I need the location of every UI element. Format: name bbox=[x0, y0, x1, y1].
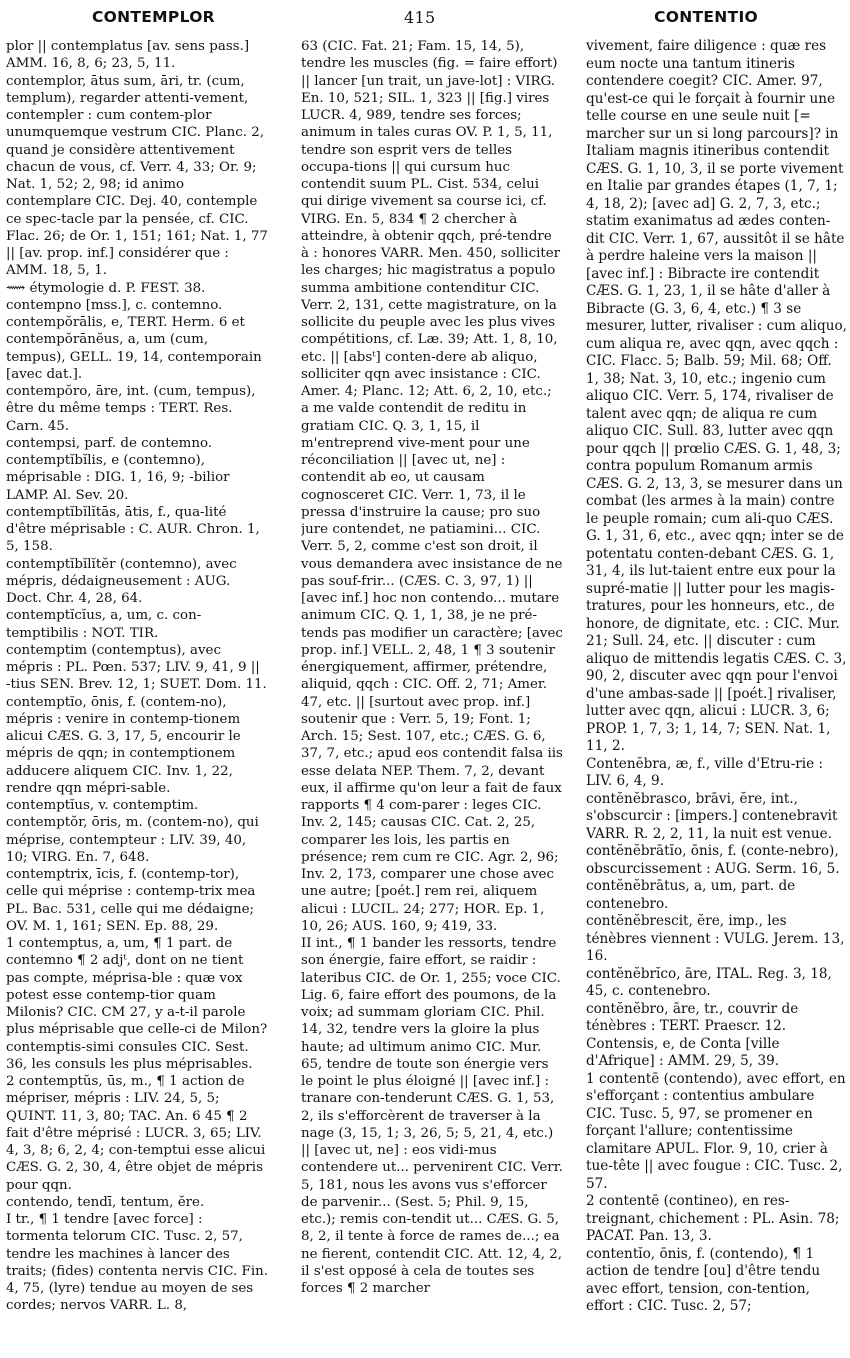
column-right bbox=[586, 38, 848, 1350]
column-left bbox=[6, 38, 268, 1350]
column-right-text: vivement, faire diligence : quæ res eum nocte una tantum itineris contendere coegit? CIC. Amer. 97, qu'est-ce qui le forçait à fournir une telle course en une seule nuit [= marcher sur un si long parcours]? in Italiam magnis itineribus contendit CÆS. G. 1, 10, 3, il se porte vivement en Italie par grandes étapes (1, 7, 1; 4, 18, 2); [avec ad] G. 2, 7, 3, etc.; statim exanimatus ad ædes conten-dit CIC. Verr. 1, 67, aussitôt il se hâte à perdre haleine vers la maison || [avec inf.] : Bibracte ire contendit CÆS. G. 1, 23, 1, il se hâte d'aller à Bibracte (G. 3, 6, 4, etc.) ¶ 3 se mesurer, lutter, rivaliser : cum aliquo, cum aliqua re, avec qqn, avec qqch : CIC. Flacc. 5; Balb. 59; Mil. 68; Off. 1, 38; Nat. 3, 10, etc.; ingenio cum aliquo CIC. Verr. 5, 174, rivaliser de talent avec qqn; de aliqua re cum aliquo CIC. Sull. 83, lutter avec qqn pour qqch || prœlio CÆS. G. 1, 48, 3; contra populum Romanum armis CÆS. G. 2, 13, 3, se mesurer dans un combat (les armes à la main) contre le peuple romain; cum ali-quo CÆS. G. 1, 31, 6, etc., avec qqn; inter se de potentatu conten-debant CÆS. G. 1, 31, 4, ils lut-taient entre eux pour la supré-matie || lutter pour les magis-tratures, pour les honneurs, etc., de honore, de dignitate, etc. : CIC. Mur. 21; Sull. 24, etc. || discuter : cum aliquo de mittendis legatis CÆS. C. 3, 90, 2, discuter avec qqn pour l'envoi d'une ambas-sade || [poét.] rivaliser, lutter avec qqn, alicui : LUCR. 3, 6; PROP. 1, 7, 3; 1, 14, 7; SEN. Nat. 1, 11, 2. Contenĕbra, æ, f., ville d'Etru-rie : LIV. 6, 4, 9. contĕnĕbrasco, brāvi, ĕre, int., s'obscurcir : [impers.] contenebravit VARR. R. 2, 2, 11, la nuit est venue. contĕnĕbrātĭo, ōnis, f. (conte-nebro), obscurcissement : AUG. Serm. 16, 5. contĕnĕbrātus, a, um, part. de contenebro. contĕnĕbrescit, ĕre, imp., les ténèbres viennent : VULG. Jerem. 13, 16. contĕnĕbrĭco, āre, ITAL. Reg. 3, 18, 45, c. contenebro. contĕnĕbro, āre, tr., couvrir de ténèbres : TERT. Praescr. 12. Contensis, e, de Conta [ville d'Afrique] : AMM. 29, 5, 39. 1 contentē (contendo), avec effort, en s'efforçant : contentius ambulare CIC. Tusc. 5, 97, se promener en forçant l'allure; contentissime clamitare APUL. Flor. 9, 10, crier à tue-tête || avec fougue : CIC. Tusc. 2, 57. 2 contentē (contineo), en res-treignant, chichement : PL. Asin. 78; PACAT. Pan. 13, 3. contentĭo, ōnis, f. (contendo), ¶ 1 action de tendre [ou] d'être tendu avec effort, tension, con-tention, effort : CIC. Tusc. 2, 57; bbox=[586, 38, 847, 1314]
column-middle bbox=[301, 38, 563, 1350]
running-header bbox=[0, 8, 850, 34]
column-left-text: plor || contemplatus [av. sens pass.] AMM. 16, 8, 6; 23, 5, 11. contemplor, ātus sum, āri, tr. (cum, templum), regarder attenti-vement, contempler : cum contem-plor unumquemque vestrum CIC. Planc. 2, quand je considère attentivement chacun de vous, cf. Verr. 4, 33; Or. 9; Nat. 1, 52; 2, 98; id animo contemplare CIC. Dej. 40, contemple ce spec-tacle par la pensée, cf. CIC. Flac. 26; de Or. 1, 151; 161; Nat. 1, 77 || [av. prop. inf.] considérer que : AMM. 18, 5, 1. ⟿ étymologie d. P. FEST. 38. contempno [mss.], c. contemno. contempŏrālis, e, TERT. Herm. 6 et contempŏrānĕus, a, um (cum, tempus), GELL. 19, 14, contemporain [avec dat.]. contempŏro, āre, int. (cum, tempus), être du même temps : TERT. Res. Carn. 45. contempsi, parf. de contemno. contemptĭbĭlis, e (contemno), méprisable : DIG. 1, 16, 9; -bilior LAMP. Al. Sev. 20. contemptĭbĭlĭtās, ātis, f., qua-lité d'être méprisable : C. AUR. Chron. 1, 5, 158. contemptĭbĭlĭtĕr (contemno), avec mépris, dédaigneusement : AUG. Doct. Chr. 4, 28, 64. contemptĭcĭus, a, um, c. con-temptibilis : NOT. TIR. contemptim (contemptus), avec mépris : PL. Pœn. 537; LIV. 9, 41, 9 || -tius SEN. Brev. 12, 1; SUET. Dom. 11. contemptĭo, ōnis, f. (contem-no), mépris : venire in contemp-tionem alicui CÆS. G. 3, 17, 5, encourir le mépris de qqn; in contemptionem adducere aliquem CIC. Inv. 1, 22, rendre qqn mépri-sable. contemptĭus, v. contemptim. contemptŏr, ōris, m. (contem-no), qui méprise, contempteur : LIV. 39, 40, 10; VIRG. En. 7, 648. contemptrix, īcis, f. (contemp-tor), celle qui méprise : contemp-trix mea PL. Bac. 531, celle qui me dédaigne; OV. M. 1, 161; SEN. Ep. 88, 29. 1 contemptus, a, um, ¶ 1 part. de contemno ¶ 2 adjᵗ, dont on ne tient pas compte, méprisa-ble : quæ vox potest esse contemp-tior quam Milonis? CIC. CM 27, y a-t-il parole plus méprisable que celle-ci de Milon? contemptis-simi consules CIC. Sest. 36, les consuls les plus méprisables. 2 contemptŭs, ūs, m., ¶ 1 action de mépriser, mépris : LIV. 24, 5, 5; QUINT. 11, 3, 80; TAC. An. 6 45 ¶ 2 fait d'être méprisé : LUCR. 3, 65; LIV. 4, 3, 8; 6, 2, 4; con-temptui esse alicui CÆS. G. 2, 30, 4, être objet de mépris pour qqn. contendo, tendī, tentum, ĕre. I tr., ¶ 1 tendre [avec force] : tormenta telorum CIC. Tusc. 2, 57, tendre les machines à lancer des traits; (fides) contenta nervis CIC. Fin. 4, 75, (lyre) tendue au moyen de ses cordes; nervos VARR. L. 8, bbox=[6, 39, 268, 1314]
page-number: 415 bbox=[404, 8, 436, 27]
right-guide-word: CONTENTIO bbox=[654, 8, 758, 26]
left-guide-word: CONTEMPLOR bbox=[92, 8, 215, 26]
column-middle-text: 63 (CIC. Fat. 21; Fam. 15, 14, 5), tendre les muscles (fig. = faire effort) || lancer [un trait, un jave-lot] : VIRG. En. 10, 521; SIL. 1, 323 || [fig.] vires LUCR. 4, 989, tendre ses forces; animum in tales curas OV. P. 1, 5, 11, tendre son esprit vers de telles occupa-tions || qui cursum huc contendit suum PL. Cist. 534, celui qui dirige vivement sa course ici, cf. VIRG. En. 5, 834 ¶ 2 chercher à atteindre, à obtenir qqch, pré-tendre à : honores VARR. Men. 450, solliciter les charges; hic magistratus a populo summa ambitione contenditur CIC. Verr. 2, 131, cette magistrature, on la sollicite du peuple avec les plus vives compétitions, cf. Læ. 39; Att. 1, 8, 10, etc. || [absᵗ] conten-dere ab aliquo, solliciter qqn avec insistance : CIC. Amer. 4; Planc. 12; Att. 6, 2, 10, etc.; a me valde contendit de reditu in gratiam CIC. Q. 3, 1, 15, il m'entreprend vive-ment pour une réconciliation || [avec ut, ne] : contendit ab eo, ut causam cognosceret CIC. Verr. 1, 73, il le pressa d'instruire la cause; pro suo jure contendet, ne patiamini... CIC. Verr. 5, 2, comme c'est son droit, il vous demandera avec insistance de ne pas souf-frir... (CÆS. C. 3, 97, 1) || [avec inf.] hoc non contendo... mutare animum CIC. Q. 1, 1, 38, je ne pré-tends pas modifier un caractère; [avec prop. inf.] VELL. 2, 48, 1 ¶ 3 soutenir énergiquement, affirmer, prétendre, aliquid, qqch : CIC. Off. 2, 71; Amer. 47, etc. || [surtout avec prop. inf.] soutenir que : Verr. 5, 19; Font. 1; Arch. 15; Sest. 107, etc.; CÆS. G. 6, 37, 7, etc.; apud eos contendit falsa iis esse delata NEP. Them. 7, 2, devant eux, il affirme qu'on leur a fait de faux rapports ¶ 4 com-parer : leges CIC. Inv. 2, 145; causas CIC. Cat. 2, 25, comparer les lois, les partis en présence; rem cum re CIC. Agr. 2, 96; Inv. 2, 173, comparer une chose avec une autre; [poét.] rem rei, aliquem alicui : LUCIL. 24; 277; HOR. Ep. 1, 10, 26; AUS. 160, 9; 419, 33. II int., ¶ 1 bander les ressorts, tendre son énergie, faire effort, se raidir : lateribus CIC. de Or. 1, 255; voce CIC. Lig. 6, faire effort des poumons, de la voix; ad summam gloriam CIC. Phil. 14, 32, tendre vers la gloire la plus haute; ad ultimum animo CIC. Mur. 65, tendre de toute son énergie vers le point le plus éloigné || [avec inf.] : tranare con-tenderunt CÆS. G. 1, 53, 2, ils s'efforcèrent de traverser à la nage (3, 15, 1; 3, 26, 5; 5, 21, 4, etc.) || [avec ut, ne] : eos vidi-mus contendere ut... pervenirent CIC. Verr. 5, 181, nous les avons vus s'efforcer de parvenir... (Sest. 5; Phil. 9, 15, etc.); remis con-tendit ut... CÆS. G. 5, 8, 2, il tente à force de rames de...; ea ne fierent, contendit CIC. Att. 12, 4, 2, il s'est opposé à cela de toutes ses forces ¶ 2 marcher bbox=[301, 39, 563, 1296]
